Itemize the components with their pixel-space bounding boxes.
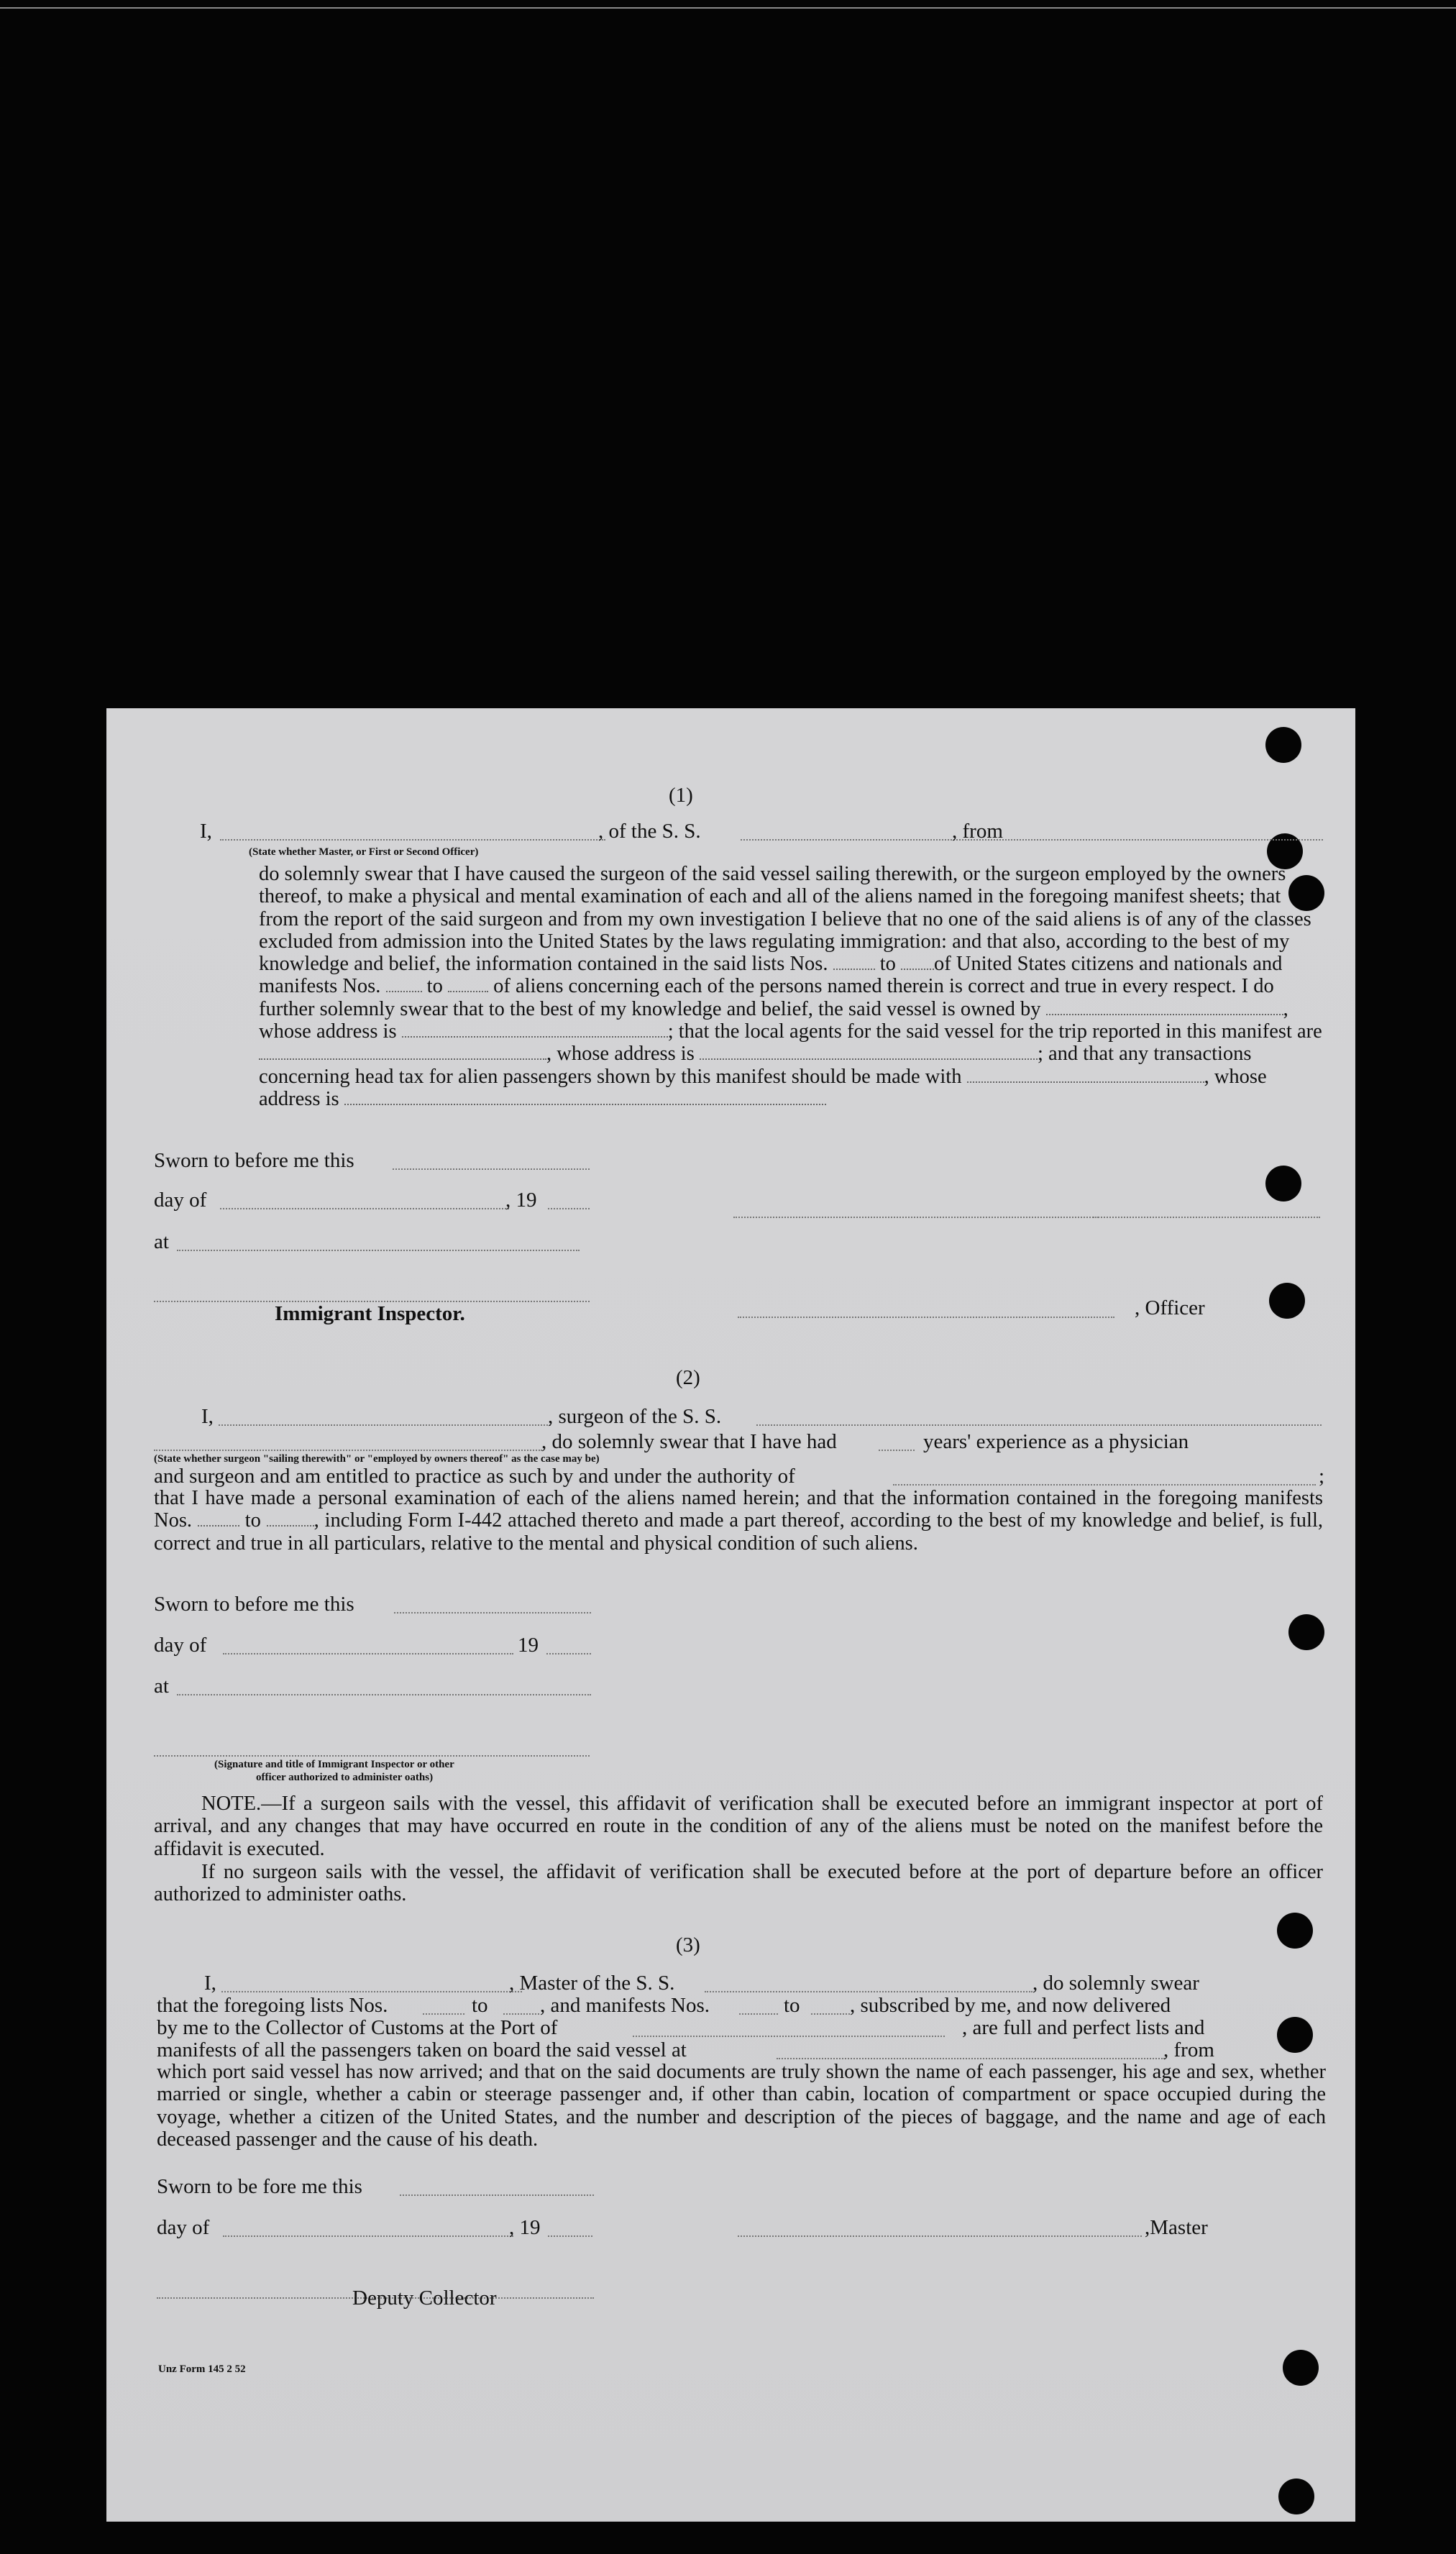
agents-address-field[interactable] bbox=[700, 1043, 1038, 1060]
from-label: , from bbox=[952, 820, 1003, 843]
surgeon-manifests-to-field[interactable] bbox=[267, 1509, 314, 1527]
sworn-year-field-2[interactable] bbox=[546, 1652, 591, 1654]
officer-signature-line-a[interactable] bbox=[733, 1215, 1099, 1218]
swear-label-3: , do solemnly swear bbox=[1033, 1972, 1199, 1995]
binder-hole bbox=[1283, 2350, 1319, 2386]
note-paragraph-1 bbox=[154, 1793, 1323, 1860]
year-label-3: , 19 bbox=[509, 2216, 541, 2239]
collector-label: by me to the Collector of Customs at the Port of bbox=[157, 2016, 558, 2039]
citizens-text: of United States citizens and nationals and manifests Nos. bbox=[259, 953, 1283, 998]
sworn-month-field-3[interactable] bbox=[223, 2234, 513, 2237]
signature-title-note-1: (Signature and title of Immigrant Inspector or other bbox=[214, 1759, 454, 1770]
whose-address-label: , whose address is bbox=[259, 997, 1288, 1043]
section-3-number: (3) bbox=[676, 1933, 700, 1956]
sworn-day-field-1[interactable] bbox=[393, 1167, 590, 1170]
manifests-from-field[interactable] bbox=[386, 975, 422, 992]
lists-label: that the foregoing lists Nos. bbox=[157, 1994, 388, 2017]
perfect-lists-label: , are full and perfect lists and bbox=[962, 2016, 1205, 2039]
surgeon-name-field[interactable] bbox=[219, 1423, 551, 1426]
binder-hole bbox=[1277, 2017, 1313, 2053]
manifest-verification-form bbox=[106, 708, 1355, 2522]
owner-field[interactable] bbox=[1046, 998, 1283, 1015]
section-3-lists-to-field[interactable] bbox=[503, 2012, 539, 2015]
form-footer: Unz Form 145 2 52 bbox=[158, 2363, 246, 2375]
officer-title-field[interactable] bbox=[738, 1315, 1114, 1318]
embarkation-port-field[interactable] bbox=[777, 2056, 1165, 2059]
section-3-body bbox=[157, 2061, 1326, 2151]
section-3-manifests-from-field[interactable] bbox=[739, 2012, 778, 2015]
sworn-label-3: Sworn to be fore me this bbox=[157, 2175, 362, 2198]
years-label: years' experience as a physician bbox=[923, 1430, 1189, 1453]
agents-field[interactable] bbox=[259, 1043, 546, 1060]
section-1-number: (1) bbox=[669, 784, 693, 807]
examination-text: that I have made a personal examination of each of the aliens named herein; and that the information contained in the foregoing manifests Nos. bbox=[154, 1487, 1323, 1532]
binder-hole bbox=[1265, 1166, 1301, 1202]
at-label-2: at bbox=[154, 1675, 169, 1698]
lists-to-field[interactable] bbox=[901, 953, 934, 970]
sworn-place-field-1[interactable] bbox=[177, 1248, 580, 1251]
surgeon-of-label: , surgeon of the S. S. bbox=[548, 1405, 722, 1428]
opening-i: I, bbox=[200, 820, 212, 843]
authority-field[interactable] bbox=[893, 1483, 1316, 1486]
oath-officer-signature-line[interactable] bbox=[154, 1754, 590, 1757]
surgeon-capacity-note: (State whether surgeon "sailing therewith" or "employed by owners thereof" as the case may be) bbox=[154, 1453, 600, 1465]
day-of-label-1: day of bbox=[154, 1189, 207, 1212]
binder-hole bbox=[1277, 1913, 1313, 1949]
manifests-taken-label: manifests of all the passengers taken on board the said vessel at bbox=[157, 2038, 687, 2061]
sworn-day-field-2[interactable] bbox=[394, 1611, 591, 1614]
master-of-label: , Master of the S. S. bbox=[509, 1972, 675, 1995]
sworn-place-field-2[interactable] bbox=[177, 1693, 591, 1695]
surgeon-manifests-from-field[interactable] bbox=[198, 1509, 239, 1527]
surgeon-capacity-field[interactable] bbox=[154, 1448, 542, 1451]
section-3-manifests-to-field[interactable] bbox=[811, 2012, 850, 2015]
swear-label-2: , do solemnly swear that I have had bbox=[541, 1430, 837, 1453]
to-label: to bbox=[472, 1994, 488, 2017]
section-1-opening bbox=[200, 820, 212, 843]
sworn-year-field-3[interactable] bbox=[548, 2234, 592, 2237]
signature-title-note-2: officer authorized to administer oaths) bbox=[256, 1772, 434, 1783]
sworn-month-field-2[interactable] bbox=[223, 1652, 513, 1654]
master-signature-line[interactable] bbox=[738, 2234, 1142, 2237]
section-1-body-text: do solemnly swear that I have caused the surgeon of the said vessel sailing therewith, or the surgeon employed by the owners thereof, to make a physical and mental examination of each and all of the aliens named in the foregoing manifest sheets; that from the report of the said surgeon and from my own investigation I believe that no one of the said aliens is of any of the classes excluded from admission into the United States by the laws regulating immigration: and that also, according to the best of my knowledge and belief, the information contained in the said lists Nos. bbox=[259, 863, 1311, 976]
binder-hole bbox=[1269, 1283, 1305, 1319]
form-i442-text: , including Form I-442 attached thereto and made a part thereof, according to the best of my knowledge and belief, is full, correct and true in all particulars, relative to the mental and physical condition of such aliens. bbox=[154, 1509, 1323, 1555]
authority-end: ; bbox=[1319, 1465, 1325, 1488]
scan-top-edge bbox=[0, 7, 1456, 9]
state-officer-note: (State whether Master, or First or Second Officer) bbox=[249, 846, 479, 858]
to-label: to bbox=[784, 1994, 800, 2017]
section-2-i: I, bbox=[201, 1405, 214, 1428]
whose-address-label: whose address is bbox=[259, 1065, 1267, 1110]
section-3-master-name-field[interactable] bbox=[221, 1990, 522, 1992]
binder-hole bbox=[1278, 2479, 1314, 2514]
authority-text: and surgeon and am entitled to practice as such by and under the authority of bbox=[154, 1465, 795, 1488]
at-label-1: at bbox=[154, 1230, 169, 1253]
sworn-day-field-3[interactable] bbox=[400, 2193, 594, 2196]
from-port-field[interactable] bbox=[1017, 838, 1323, 841]
surgeon-vessel-field[interactable] bbox=[756, 1423, 1322, 1426]
lists-from-field[interactable] bbox=[833, 953, 875, 970]
transactions-text: ; and that any transactions concerning head tax for alien passengers shown by this manifest should be made with bbox=[259, 1043, 1252, 1088]
master-label: ,Master bbox=[1145, 2216, 1208, 2239]
years-experience-field[interactable] bbox=[879, 1448, 915, 1451]
binder-hole bbox=[1265, 727, 1301, 763]
note-paragraph-2 bbox=[154, 1861, 1323, 1906]
sworn-label-2: Sworn to before me this bbox=[154, 1593, 354, 1616]
binder-hole bbox=[1288, 1614, 1324, 1650]
section-2-body bbox=[154, 1487, 1323, 1555]
master-name-field[interactable] bbox=[220, 838, 605, 841]
delivered-label: , subscribed by me, and now delivered bbox=[850, 1994, 1171, 2017]
section-3-lists-from-field[interactable] bbox=[423, 2012, 464, 2015]
whose-address-label: , whose address is bbox=[546, 1043, 695, 1066]
officer-signature-line-b[interactable] bbox=[1093, 1215, 1320, 1218]
manifests-to-field[interactable] bbox=[448, 975, 488, 992]
agents-text: ; that the local agents for the said vessel for the trip reported in this manifest are bbox=[667, 1020, 1322, 1043]
manifests-label: , and manifests Nos. bbox=[540, 1994, 710, 2017]
section-3-i: I, bbox=[204, 1972, 216, 1995]
section-3-vessel-field[interactable] bbox=[705, 1990, 1033, 1992]
sworn-year-field-1[interactable] bbox=[548, 1207, 590, 1209]
year-label-2: 19 bbox=[518, 1634, 539, 1657]
port-field[interactable] bbox=[633, 2034, 945, 2037]
sworn-month-field-1[interactable] bbox=[220, 1207, 509, 1209]
deputy-collector-label: Deputy Collector bbox=[352, 2287, 497, 2310]
note-1-text: NOTE.—If a surgeon sails with the vessel, this affidavit of verification shall be executed before an immigrant inspector at port of arrival, and any changes that may have occurred en route in the condition of any of the aliens must be noted on the manifest before the affidavit is executed. bbox=[154, 1793, 1323, 1860]
owner-text: of aliens concerning each of the persons named therein is correct and true in every respect. I do further solemnly swear that to the best of my knowledge and belief, the said vessel is owned by bbox=[259, 975, 1274, 1020]
head-tax-address-field[interactable] bbox=[344, 1088, 826, 1105]
to-label: to bbox=[879, 953, 896, 976]
head-tax-field[interactable] bbox=[967, 1066, 1204, 1083]
to-label: to bbox=[244, 1509, 261, 1532]
section-1-body: do solemnly swear that I have caused the surgeon of the said vessel sailing therewith, or the surgeon employed by the owners thereof, to make a physical and mental examination of each and all of the aliens named in the foregoing manifest sheets; that from the report of the said surgeon and from my own investigation I believe that no one of the said aliens is of any of the classes excluded from admission into the United States by the laws regulating immigration: and that also, according to the best of my knowledge and belief, the information contained in the said lists Nos. to of United States citizens and nationals and manifests Nos. to of aliens concerning each of the persons named therein is correct and true in every respect. I do further solemnly swear that to the best of my knowledge and belief, the said vessel is owned by , whose address is ; that the local agents for the said vessel for the trip reported in this manifest are , whose address is ; and that any transactions concerning head tax for alien passengers shown by this manifest should be made with , whose address is bbox=[259, 863, 1322, 1110]
lists-line bbox=[157, 1994, 388, 2017]
from-label-3: , from bbox=[1163, 2038, 1214, 2061]
section-2-number: (2) bbox=[676, 1366, 700, 1389]
day-of-label-2: day of bbox=[154, 1634, 207, 1657]
sworn-label-1: Sworn to before me this bbox=[154, 1149, 354, 1172]
officer-label: , Officer bbox=[1135, 1296, 1205, 1319]
owner-address-field[interactable] bbox=[402, 1020, 668, 1038]
of-ss-label: , of the S. S. bbox=[598, 820, 701, 843]
section-3-body-text: which port said vessel has now arrived; and that on the said documents are truly shown the name of each passenger, his age and sex, whether married or single, whether a cabin or steerage passenger and, if other than cabin, location of compartment or space occupied during the voyage, whether a citizen of the United States, and the number and description of the pieces of baggage, and the name and age of each deceased passenger and the cause of his death. bbox=[157, 2061, 1326, 2151]
day-of-label-3: day of bbox=[157, 2216, 210, 2239]
year-label-1: , 19 bbox=[505, 1189, 537, 1212]
to-label: to bbox=[426, 975, 443, 998]
immigrant-inspector-label: Immigrant Inspector. bbox=[275, 1302, 465, 1325]
note-2-text: If no surgeon sails with the vessel, the affidavit of verification shall be executed before at the port of departure before an officer authorized to administer oaths. bbox=[154, 1861, 1323, 1906]
